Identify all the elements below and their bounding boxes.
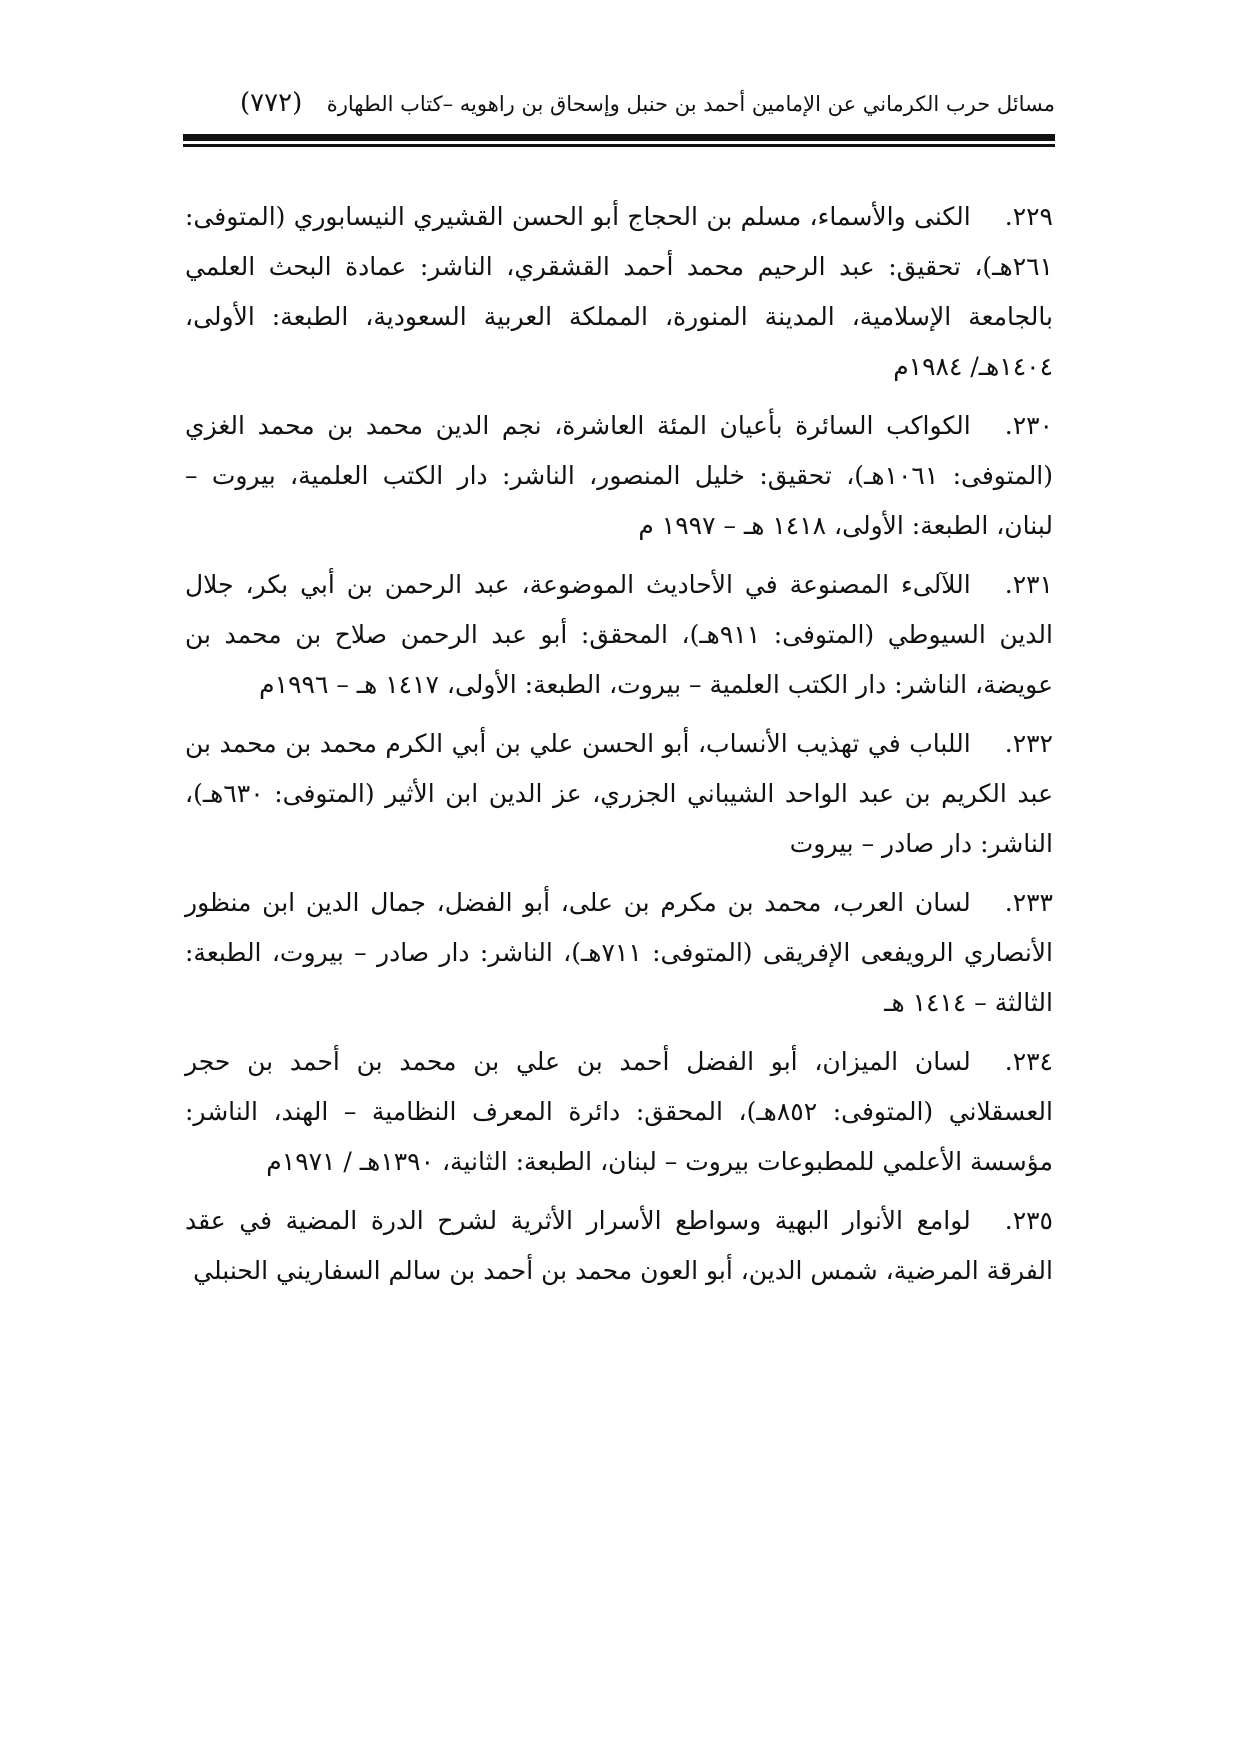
reference-entry-235 (185, 1196, 1053, 1296)
page-number: (٧٧٢) (240, 88, 303, 118)
reference-text: اللباب في تهذيب الأنساب، أبو الحسن علي بن أبي الكرم محمد بن محمد بن عبد الكريم بن عبد الواحد الشيباني الجزري، عز الدين ابن الأثير (المتوفى: ٦٣٠هـ)، الناشر: دار صادر – بيروت (185, 729, 1053, 858)
reference-number: ٢٣٢. (1004, 729, 1053, 758)
page-header (180, 78, 1055, 128)
reference-text: لوامع الأنوار البهية وسواطع الأسرار الأثرية لشرح الدرة المضية في عقد الفرقة المرضية، شمس الدين، أبو العون محمد بن أحمد بن سالم السفاريني الحنبلي (185, 1206, 1053, 1285)
running-title: مسائل حرب الكرماني عن الإمامين أحمد بن حنبل وإسحاق بن راهويه –كتاب الطهارة (326, 92, 1055, 116)
header-divider-thin (183, 144, 1055, 147)
reference-entry-230 (185, 401, 1053, 551)
reference-number: ٢٣٣. (1004, 888, 1053, 917)
reference-number: ٢٣٠. (1004, 411, 1053, 440)
reference-number: ٢٣٥. (1004, 1206, 1053, 1235)
reference-list (185, 192, 1053, 1305)
reference-text: الكنى والأسماء، مسلم بن الحجاج أبو الحسن القشيري النيسابوري (المتوفى: ٢٦١هـ)، تحقيق: عبد الرحيم محمد أحمد القشقري، الناشر: عمادة البحث العلمي بالجامعة الإسلامية، المدينة المنورة، المملكة العربية السعودية، الطبعة: الأولى، ١٤٠٤هـ/ ١٩٨٤م (185, 202, 1053, 381)
reference-number: ٢٣١. (1004, 570, 1053, 599)
reference-text: لسان العرب، محمد بن مكرم بن على، أبو الفضل، جمال الدين ابن منظور الأنصاري الرويفعى الإفريقى (المتوفى: ٧١١هـ)، الناشر: دار صادر – بيروت، الطبعة: الثالثة – ١٤١٤ هـ (185, 888, 1054, 1017)
reference-entry-231 (185, 560, 1053, 710)
reference-entry-232 (185, 719, 1053, 869)
reference-number: ٢٣٤. (1004, 1047, 1053, 1076)
reference-text: اللآلىء المصنوعة في الأحاديث الموضوعة، عبد الرحمن بن أبي بكر، جلال الدين السيوطي (المتوفى: ٩١١هـ)، المحقق: أبو عبد الرحمن صلاح بن محمد بن عويضة، الناشر: دار الكتب العلمية – بيروت، الطبعة: الأولى، ١٤١٧ هـ – ١٩٩٦م (185, 570, 1053, 699)
reference-number: ٢٢٩. (1004, 202, 1053, 231)
reference-entry-233 (185, 878, 1053, 1028)
header-divider-thick (183, 134, 1055, 141)
reference-text: لسان الميزان، أبو الفضل أحمد بن علي بن محمد بن أحمد بن حجر العسقلاني (المتوفى: ٨٥٢هـ)، المحقق: دائرة المعرف النظامية – الهند، الناشر: مؤسسة الأعلمي للمطبوعات بيروت – لبنان، الطبعة: الثانية، ١٣٩٠هـ / ١٩٧١م (185, 1047, 1053, 1176)
reference-entry-234 (185, 1037, 1053, 1187)
reference-entry-229 (185, 192, 1053, 392)
reference-text: الكواكب السائرة بأعيان المئة العاشرة، نجم الدين محمد بن محمد الغزي (المتوفى: ١٠٦١هـ)، تحقيق: خليل المنصور، الناشر: دار الكتب العلمية، بيروت – لبنان، الطبعة: الأولى، ١٤١٨ هـ – ١٩٩٧ م (185, 411, 1054, 540)
